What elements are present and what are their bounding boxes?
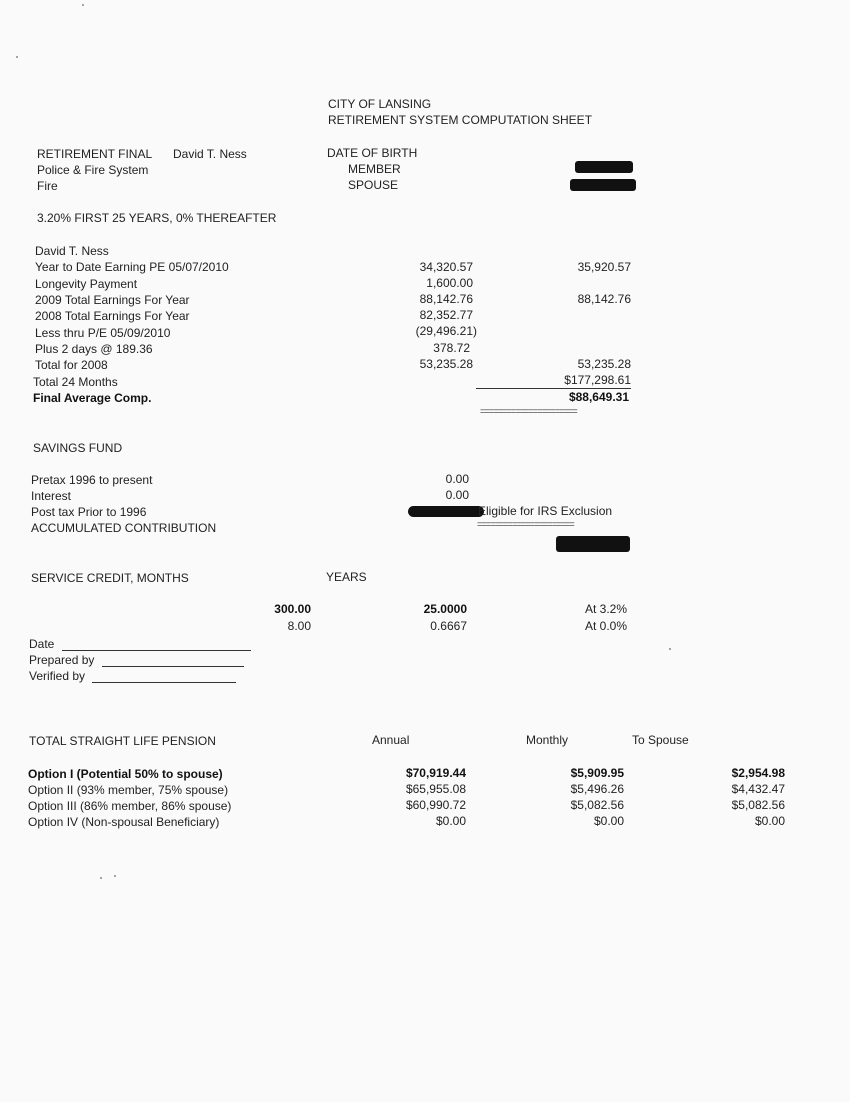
earnings-ytd-col2: 35,920.57 [577,260,631,274]
scan-speck [669,648,671,650]
option-4-spouse: $0.00 [754,814,785,828]
scan-speck [82,4,84,6]
retirement-final-label: RETIREMENT FINAL [37,147,153,161]
option-4-monthly: $0.00 [593,814,624,828]
benefit-formula: 3.20% FIRST 25 YEARS, 0% THEREAFTER [37,211,277,225]
fac-double-rule: ====================== [480,408,577,417]
savings-label-posttax: Post tax Prior to 1996 [31,505,147,519]
earnings-2009-col2: 88,142.76 [577,292,631,306]
prepared-by-label: Prepared by [29,653,95,667]
redaction-member-dob [575,161,633,173]
earnings-label-2009: 2009 Total Earnings For Year [35,293,190,307]
final-average-comp: $88,649.31 [568,390,629,404]
service-credit-label: SERVICE CREDIT, MONTHS [31,571,189,585]
scan-speck [100,877,102,879]
earnings-label-2008: 2008 Total Earnings For Year [35,309,190,323]
date-line [62,650,251,651]
option-1-spouse: $2,954.98 [731,766,785,780]
member-name: David T. Ness [173,147,247,161]
earnings-less-col1: (29,496.21) [415,324,477,338]
service-months-2: 8.00 [287,619,311,633]
earnings-24-months-col2: $177,298.61 [564,373,631,387]
service-years-1: 25.0000 [423,602,467,616]
option-1-label: Option I (Potential 50% to spouse) [28,767,223,781]
option-2-monthly: $5,496.26 [570,782,624,796]
member-dob-label: MEMBER [348,162,401,176]
service-rate-2: At 0.0% [584,619,627,633]
earnings-label-total-2008: Total for 2008 [35,358,108,372]
earnings-2008-col1: 82,352.77 [419,308,473,322]
pension-header-monthly: Monthly [526,733,569,747]
verified-by-line [92,682,236,683]
earnings-total-2008-col1: 53,235.28 [419,357,473,371]
earnings-label-24-months: Total 24 Months [33,375,118,389]
earnings-label-plus: Plus 2 days @ 189.36 [35,342,153,356]
earnings-total-2008-col2: 53,235.28 [577,357,631,371]
savings-interest-value: 0.00 [445,488,469,502]
redaction-spouse-dob [570,179,636,191]
option-1-annual: $70,919.44 [405,766,466,780]
pension-header-spouse: To Spouse [632,733,689,747]
earnings-label-ytd: Year to Date Earning PE 05/07/2010 [35,260,229,274]
earnings-longevity-col1: 1,600.00 [426,276,473,290]
savings-label-accumulated: ACCUMULATED CONTRIBUTION [31,521,217,535]
service-months-1: 300.00 [274,602,311,616]
system-name: Police & Fire System [37,163,149,177]
savings-label-interest: Interest [31,489,72,503]
irs-exclusion-note: Eligible for IRS Exclusion [478,504,613,518]
option-3-label: Option III (86% member, 86% spouse) [28,799,232,813]
option-2-spouse: $4,432.47 [731,782,785,796]
earnings-member-name: David T. Ness [35,244,109,258]
option-4-annual: $0.00 [435,814,466,828]
option-1-monthly: $5,909.95 [570,766,624,780]
redaction-accumulated [556,536,630,552]
earnings-label-less: Less thru P/E 05/09/2010 [35,326,171,340]
earnings-2009-col1: 88,142.76 [419,292,473,306]
redaction-posttax [408,506,484,517]
verified-by-label: Verified by [29,669,86,683]
option-3-annual: $60,990.72 [405,798,466,812]
option-2-label: Option II (93% member, 75% spouse) [28,783,229,797]
pension-title: TOTAL STRAIGHT LIFE PENSION [29,734,216,748]
earnings-ytd-col1: 34,320.57 [419,260,473,274]
savings-pretax-value: 0.00 [445,472,469,486]
scan-speck [114,875,116,877]
earnings-label-longevity: Longevity Payment [35,277,138,291]
earnings-plus-col1: 378.72 [433,341,470,355]
service-years-label: YEARS [326,570,367,584]
header-city: CITY OF LANSING [328,97,432,111]
header-title: RETIREMENT SYSTEM COMPUTATION SHEET [328,113,593,127]
option-4-label: Option IV (Non-spousal Beneficiary) [28,815,220,829]
option-3-spouse: $5,082.56 [731,798,785,812]
service-rate-1: At 3.2% [584,602,627,616]
earnings-label-fac: Final Average Comp. [33,391,152,405]
savings-title: SAVINGS FUND [33,441,123,455]
service-years-2: 0.6667 [430,619,467,633]
option-2-annual: $65,955.08 [405,782,466,796]
scan-speck [16,56,18,58]
pension-header-annual: Annual [372,733,410,747]
dob-label: DATE OF BIRTH [327,146,418,160]
option-3-monthly: $5,082.56 [570,798,624,812]
spouse-dob-label: SPOUSE [348,178,399,192]
prepared-by-line [102,666,244,667]
savings-double-rule: ====================== [477,521,574,530]
date-label: Date [29,637,55,651]
division-name: Fire [37,179,58,193]
savings-label-pretax: Pretax 1996 to present [31,473,153,487]
